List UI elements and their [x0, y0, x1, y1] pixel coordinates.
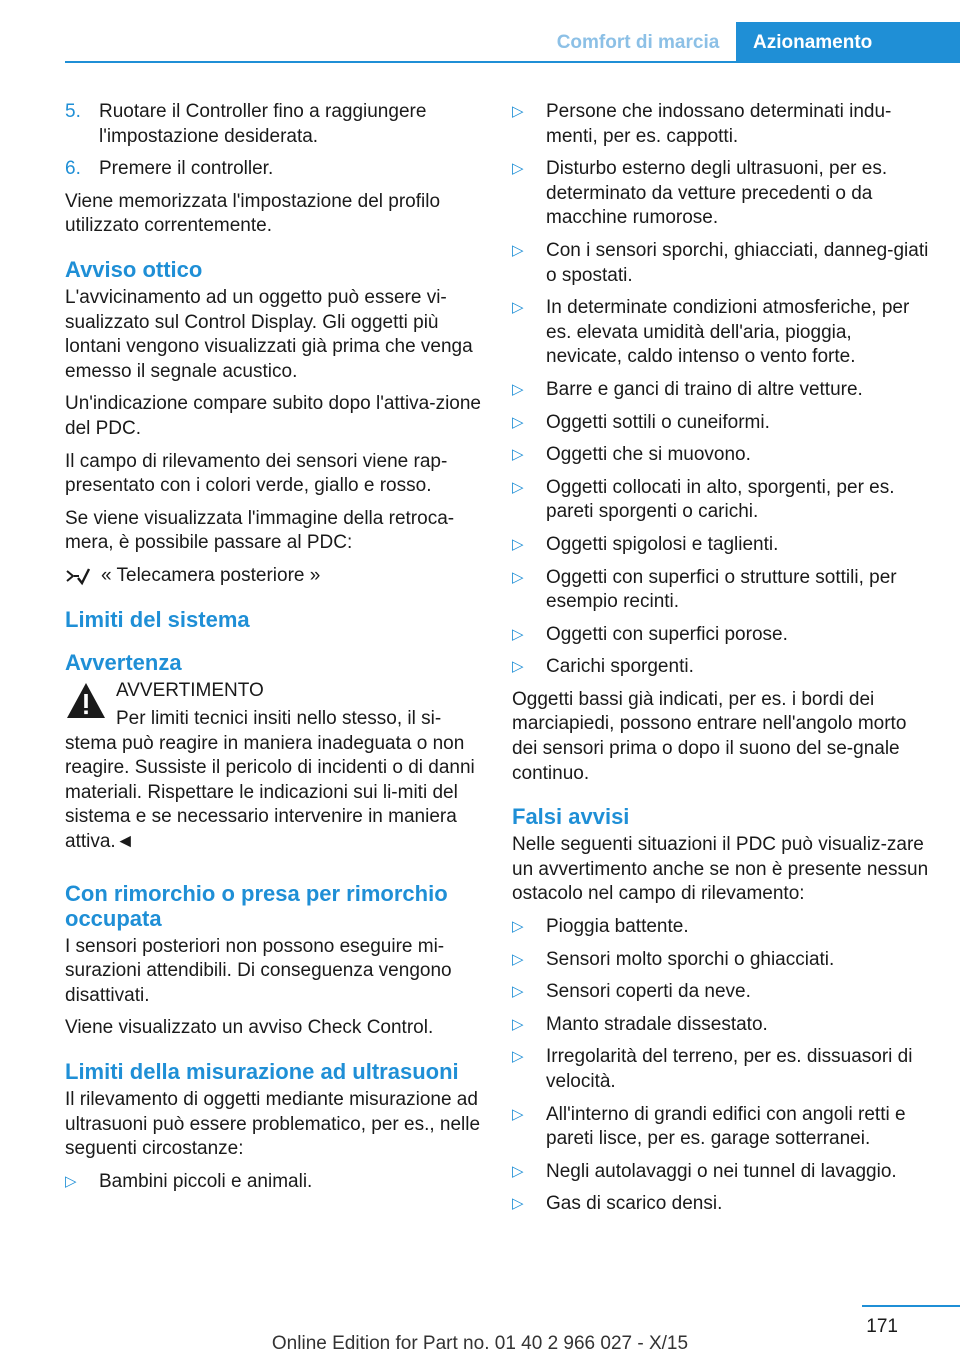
edition-note: Online Edition for Part no. 01 40 2 966 027 - X/15 — [271, 1333, 689, 1354]
list-item — [512, 157, 932, 231]
section-heading-warning: Avvertenza — [65, 649, 182, 675]
list-item — [512, 948, 932, 973]
bullet-icon: ▷ — [512, 380, 524, 398]
camera-option-label: « Telecamera posteriore » — [101, 564, 321, 586]
list-item-text: Irregolarità del terreno, per es. dissuasori di velocità. — [546, 1046, 913, 1092]
section-heading-visual-warning: Avviso ottico — [65, 256, 203, 282]
paragraph: Se viene visualizzata l'immagine della retroca-mera, è possibile passare al PDC: — [65, 507, 455, 554]
list-item — [512, 1160, 932, 1185]
list-item-text: Barre e ganci di traino di altre vetture. — [546, 378, 863, 400]
list-item — [512, 980, 932, 1005]
bullet-icon: ▷ — [512, 1015, 524, 1033]
list-item-text: Oggetti con superfici porose. — [546, 623, 788, 645]
paragraph: Oggetti bassi già indicati, per es. i bordi dei marciapiedi, possono entrare nell'angolo morto dei sensori prima o dopo il suono del se-gnale continuo. — [512, 688, 907, 784]
list-item-text: Bambini piccoli e animali. — [99, 1170, 313, 1192]
list-item-text: Oggetti sottili o cuneiformi. — [546, 411, 770, 433]
rear-camera-option-icon — [65, 565, 91, 587]
header-active-tab: Azionamento — [736, 22, 960, 63]
list-item-text: Pioggia battente. — [546, 916, 689, 938]
right-column — [512, 100, 932, 1225]
section-heading-system-limits: Limiti del sistema — [65, 606, 250, 632]
page-number: 171 — [866, 1316, 898, 1337]
ultrasound-limits-list — [512, 100, 932, 680]
list-item — [512, 1103, 932, 1152]
list-item — [512, 915, 932, 940]
bullet-icon: ▷ — [512, 918, 524, 936]
bullet-icon: ▷ — [512, 950, 524, 968]
paragraph: Viene visualizzato un avviso Check Control. — [65, 1017, 434, 1039]
bullet-icon: ▷ — [512, 1105, 524, 1123]
list-item-text: Persone che indossano determinati indu-menti, per es. cappotti. — [546, 101, 892, 147]
list-item — [512, 443, 932, 468]
left-column — [65, 100, 483, 1202]
list-item-text: Oggetti che si muovono. — [546, 444, 751, 466]
list-item-text: Oggetti spigolosi e taglienti. — [546, 533, 779, 555]
step-item — [65, 100, 483, 149]
list-item-text: All'interno di grandi edifici con angoli retti e pareti lisce, per es. garage sotterranei. — [546, 1103, 906, 1150]
section-heading-trailer: Con rimorchio o presa per rimorchio occupata — [65, 880, 448, 931]
bullet-icon: ▷ — [512, 535, 524, 553]
paragraph: Il rilevamento di oggetti mediante misurazione ad ultrasuoni può essere problematico, per es., nelle seguenti circostanze: — [65, 1089, 481, 1160]
camera-option-row — [65, 564, 483, 589]
list-item-text: Sensori molto sporchi o ghiacciati. — [546, 948, 835, 970]
paragraph: Viene memorizzata l'impostazione del profilo utilizzato correntemente. — [65, 190, 441, 237]
step-text: Premere il controller. — [99, 158, 274, 180]
list-item-text: Carichi sporgenti. — [546, 656, 694, 678]
list-item — [65, 1170, 483, 1195]
list-item — [512, 623, 932, 648]
list-item — [512, 411, 932, 436]
bullet-icon: ▷ — [512, 478, 524, 496]
list-item — [512, 378, 932, 403]
list-item-text: Sensori coperti da neve. — [546, 981, 751, 1003]
list-item — [512, 476, 932, 525]
list-item-text: Disturbo esterno degli ultrasuoni, per es. determinato da vetture precedenti o da macchine rumorose. — [546, 158, 888, 229]
bullet-icon: ▷ — [512, 299, 524, 317]
list-item — [512, 1013, 932, 1038]
bullet-icon: ▷ — [512, 103, 524, 120]
paragraph: L'avvicinamento ad un oggetto può essere vi-sualizzato sul Control Display. Gli oggetti più lontani vengono visualizzati già prima che venga emesso il segnale acustico. — [65, 286, 473, 382]
bullet-icon: ▷ — [512, 413, 524, 431]
list-item — [512, 655, 932, 680]
warning-title: AVVERTIMENTO — [116, 679, 264, 701]
bullet-icon: ▷ — [512, 568, 524, 586]
section-heading-false-warnings: Falsi avvisi — [512, 804, 630, 830]
list-item-text: Gas di scarico densi. — [546, 1193, 723, 1215]
warning-block — [65, 679, 483, 855]
footer-rule — [862, 1305, 960, 1307]
bullet-icon: ▷ — [512, 1162, 524, 1180]
list-item-text: Oggetti collocati in alto, sporgenti, per es. pareti sporgenti o carichi. — [546, 476, 895, 523]
bullet-icon: ▷ — [512, 983, 524, 1001]
bullet-icon: ▷ — [512, 658, 524, 676]
list-item-text: Negli autolavaggi o nei tunnel di lavaggio. — [546, 1160, 897, 1182]
bullet-icon: ▷ — [512, 1048, 524, 1066]
section-heading-ultrasound-limits: Limiti della misurazione ad ultrasuoni — [65, 1059, 459, 1085]
list-item-text: Oggetti con superfici o strutture sottili, per esempio recinti. — [546, 566, 897, 613]
list-item — [512, 296, 932, 370]
list-item — [512, 1192, 932, 1217]
bullet-icon: ▷ — [512, 241, 524, 259]
list-item-text: Manto stradale dissestato. — [546, 1013, 768, 1035]
paragraph: Il campo di rilevamento dei sensori viene rap-presentato con i colori verde, giallo e rosso. — [65, 450, 448, 497]
bullet-icon: ▷ — [65, 1172, 77, 1190]
step-number: 6. — [65, 158, 81, 180]
list-item — [512, 239, 932, 288]
bullet-icon: ▷ — [512, 625, 524, 643]
step-item — [65, 157, 483, 182]
warning-text: Per limiti tecnici insiti nello stesso, il si-stema può reagire in maniera inadeguata o non reagire. Sussiste il pericolo di incidenti o di danni materiali. Rispettare le indicazioni sui li-miti del sistema e se necessario intervenire in maniera attiva.◄ — [65, 708, 475, 853]
bullet-icon: ▷ — [512, 160, 524, 178]
bullet-icon: ▷ — [512, 1195, 524, 1213]
warning-triangle-icon — [65, 681, 107, 721]
header-section-label: Comfort di marcia — [556, 31, 720, 53]
paragraph: Nelle seguenti situazioni il PDC può visualiz-zare un avvertimento anche se non è presente nessun ostacolo nel campo di rilevamento: — [512, 834, 929, 905]
step-text: Ruotare il Controller fino a raggiungere l'impostazione desiderata. — [99, 101, 427, 147]
bullet-icon: ▷ — [512, 446, 524, 464]
step-number: 5. — [65, 101, 81, 122]
list-item — [512, 566, 932, 615]
paragraph: I sensori posteriori non possono eseguire mi-surazioni attendibili. Di conseguenza vengono disattivati. — [65, 935, 452, 1006]
list-item-text: In determinate condizioni atmosferiche, per es. elevata umidità dell'aria, pioggia, nevicate, caldo intenso o vento forte. — [546, 297, 910, 368]
false-warnings-list — [512, 915, 932, 1217]
list-item-text: Con i sensori sporchi, ghiacciati, danneg-giati o spostati. — [546, 239, 929, 286]
list-item — [512, 533, 932, 558]
list-item — [512, 100, 932, 149]
paragraph: Un'indicazione compare subito dopo l'attiva-zione del PDC. — [65, 393, 481, 439]
header-rule — [65, 61, 960, 63]
list-item — [512, 1045, 932, 1094]
